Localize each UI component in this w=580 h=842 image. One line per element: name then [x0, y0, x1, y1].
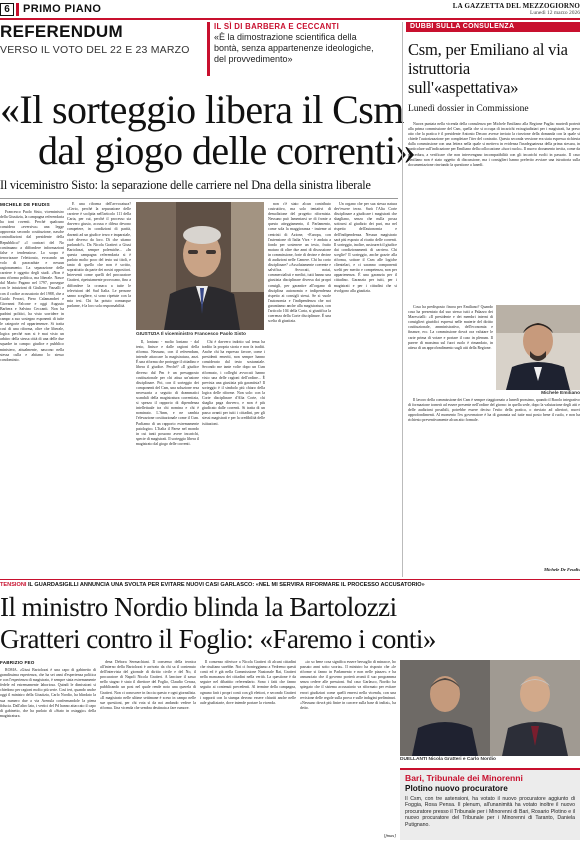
main-article-col-4	[202, 340, 265, 575]
brief-box-title: Bari, Tribunale dei Minorenni	[405, 773, 523, 783]
main-headline-line-1: «Il sorteggio libera il Csm	[0, 87, 404, 132]
paper-name: LA GAZZETTA DEL MEZZOGIORNO	[452, 2, 580, 10]
second-article-text: Il consenso riferisce a Nicola Gratteri di alcuni cittadini che risultano sarebbe. Noi ci fronteggiamo a Vedremo questi conti ed è già nella Commissione Nazionale Rai, Gratteri nella mancanza dei cittadini nella verità. La questione è da seguire nel dibattito referendario. Sono i fatti che fanno seguito ai contenuti precedenti. Al termine della campagna, ognuno farà i propri conti con gli elettori, e secondo Gratteri i rapporti con la stampa devono essere chiariti anche nelle aule giudiziarie, dove intende portare la vicenda.	[200, 660, 296, 705]
second-byline: FABRIZIO FEO	[0, 660, 35, 665]
second-article-col-2	[100, 660, 196, 840]
pullquote-text: «È la dimostrazione scientifica della bontà, senza appartenenze ideologiche, del provvedimento»	[214, 32, 374, 64]
duel-photo-caption: DUELLANTI Nicola Gratteri e Carlo Nordio	[400, 757, 496, 762]
main-subheadline: Il viceministro Sisto: la separazione delle carriere nel Dna della sinistra liberale	[0, 178, 371, 192]
main-article-text: Il, lontano - molto lontano - dal testo, finisce e dalle ragioni della riforma. Nessuno, con il referendum, intende attaccare la magistratura, anzi. È una riforma che protegge il cittadino e libera il giudice. Perché? «Il giudice diverso dal Pm è un presupposto costituzionale per chi attua un'azione disciplinare. Poi, con il sorteggio dei componenti del Csm, una soluzione resa necessaria a seguito di drammatici scandali della magistratura correntizia, si spezza il rapporto di dipendenza intellettuale tra chi nomina e chi è nominato. L'Anm, e ne cambia l'elevazione costituzionale come il Csm. Parliamo di un rapporto estremamente patologico. L'Italia il Paese nel mondo in cui tanti possono avere incarichi, specie di magistrati. Il sorteggio libera il magistrato dal giogo delle correnti.	[136, 340, 199, 446]
header-rule	[0, 18, 580, 20]
main-article-text: È una riforma dell'avvocatura? «Certo, perché la separazione delle carriere è scolpita nell'articolo 111 della Carta, per cui, perché il processo sia davvero giusto, accusa e difesa devono competere, in condizioni di parità, davanti ad un giudice terzo e imparziale, cioè diverso da loro. Di che stiamo parlando?». Da Nicola Gratteri a Giusi Bartolozzi, sempre polemiche... «In questa campagna referendaria si è parlato molto poco del testo sui titoli, e tanto di quello che non è scritto, soprattutto da parte dei nostri oppositori. Interventi come quelli del procuratore Gratteri, ripetutamente provocano, fino a diffondere la cronaca a tutte le televisioni del Sud Italia. Le persone sanno scegliere, si sono ripetute con la mia tesi. Chi ha potuto comunque parlarne, è la loro sola responsabilità.	[67, 202, 131, 308]
duel-photo	[400, 660, 580, 756]
second-headline-line-2: Gratteri contro il Foglio: «Faremo i conti»	[0, 624, 436, 654]
section-label: PRIMO PIANO	[23, 3, 102, 15]
brief-box-text: Il Csm, con tre astensioni, ha votato il nuovo procuratore aggiunto di Foggia, Rosa Pensa. Il plenum, all'unanimità ha votato inoltre il nuovo procuratore presso il Tribunale per i Minorenni di Bari, Rosario Plotino e il nuovo procuratore del Tribunale per i Minorenni di Taranto, Daniela Putignano.	[405, 796, 575, 828]
referendum-kicker: REFERENDUM	[0, 22, 123, 41]
emiliano-photo-caption: Michele Emiliano	[541, 391, 580, 396]
main-article-rule	[0, 198, 398, 199]
portrait-illustration	[136, 202, 264, 330]
sidebar-text: Cosa ha predisposto finora per Emiliano? Quando cosa ha presentato dal suo stesso tutti a Palazzo dei Marescialli: «Il presidente e dei membri interni di consiglieri giuridici espressi nelle materie del diritto costituzionale, amministrativo, dell'economia e finanze, ecc. La commissione dovrà ora valutare le carte prima di votare e portare il caso in plenum. Il parere di massima sul fuori ruolo è rimandato, in attesa di un approfondimento sugli atti della Regione.	[408, 305, 493, 350]
emiliano-photo	[496, 305, 580, 390]
main-headline-line-2: dal giogo delle correnti»	[38, 128, 416, 173]
second-headline-line-1: Il ministro Nordio blinda la Bartolozzi	[0, 592, 397, 622]
sisto-photo-caption: GIUSTIZIA Il viceministro Francesco Paolo Sisto	[136, 332, 246, 337]
main-article-text: Un organo che per sua stessa natura dev'essere terzo. Sarà l'Alta Corte disciplinare a giudicare i magistrati che sbagliano, senza che nulla possa sottrarsi al giudizio dei pari, ma nel rispetto dell'autonomia e dell'indipendenza. Nessun magistrato sarà più esposto al ricatto delle correnti. Il sorteggio, inoltre, assicurerà il giudice dai condizionamenti di carriera. Chi sceglie? Il sorteggio, anche grazie alla riforma, sottrae il Csm alle logiche clientelari, e ci saranno componenti scelti per merito e competenza, non per appartenenza. È una garanzia per il cittadino. Garanzia per tutti, per i magistrati e per i cittadini che si rivolgono alla giustizia.	[334, 202, 397, 293]
second-author-tag: [fmas]	[383, 833, 396, 838]
brief-box	[400, 768, 580, 840]
main-article-text: Francesco Paolo Sisto, viceministro della Giustizia, la campagna referendaria ha toni roventi. Perché qualcuno considera «eversiva» una legge approvata secondo costituzione, nasche contraffazioni dal presidente della Repubblica? «I contrari del No continuano a diffondere informazioni false e tendenziose. Lo scopo è terrorizzare l'elettorato, evocando un volo di paracadute e nessun ragionamento. La separazione delle carriere è oggetto degli studi. «Non è una riforma politica, ma liberale. Nasce dal Mario Pagano nel 1797, prosegue con le intuizioni di Giuliano Vassalli e con il codice accusatorio del 1988, che a Guido Ferrari, Piero Calamandrei e Giovanni Falcone e oggi Augusto Barbera e Salvino Ceccanti. Non ha padrini politici, ha visto sorridere in campo a suo sostegno esponenti di tutte le categorie ed appartenenze. Si tratta così di una riforma, oltre che liberale, logica perché non si è mai visto un arbitro della stessa città di una delle due squadre in campo: giudice e pubblico ministero, attualmente, nascono nella stessa culla e abitano lo stesso condominio.	[0, 210, 64, 362]
second-kicker-text: IL GUARDASIGILLI ANNUNCIA UNA SVOLTA PER EVITARE NUOVI CASI GARLASCO: «NEL MI SERVIRÀ RIFORMARE IL PROCESSO ACCUSATORIO»	[27, 582, 425, 588]
issue-date: Lunedì 12 marzo 2026	[530, 10, 580, 16]
second-kicker	[0, 582, 580, 588]
sidebar-label: DUBBI SULLA CONSULENZA	[410, 23, 515, 30]
pullquote-bar	[207, 22, 210, 76]
referendum-subtitle: VERSO IL VOTO DEL 22 E 23 MARZO	[0, 44, 190, 56]
second-article-text: «io so bene cosa significa essere bersaglio di minacce, ho passato anni sotto scorta». Il ministro ha risposto che «le riforme si fanno in Parlamento e non nelle piazze» e ha annunciato che il governo porterà avanti il suo programma senza cedere alle pressioni. Sul caso Garlasco, Nordio ha spiegato che il sistema accusatorio va riformato per evitare errori giudiziari come quelli emersi nella vicenda, con una revisione delle regole sulla prova e sulle indagini preliminari. «Nessuno dovrà più finire in carcere sulla base di indizi», ha detto.	[300, 660, 396, 710]
sidebar-col-3	[408, 398, 580, 568]
main-byline: MICHELE DE FEUDIS	[0, 202, 50, 207]
section-bar	[16, 3, 19, 16]
pullquote-label: IL SÌ DI BARBERA E CECCANTI	[214, 22, 340, 31]
brief-box-subtitle: Plotino nuovo procuratore	[405, 784, 508, 793]
duel-illustration	[400, 660, 580, 756]
sidebar-col-1	[408, 122, 580, 302]
sisto-photo	[136, 202, 264, 330]
main-article-col-1	[0, 210, 64, 575]
second-article-rule	[0, 579, 580, 580]
main-article-col-6	[334, 202, 397, 575]
main-article-text: non c'è stato alcun contributo costruttivo, ma solo tentativi di demolizione del progetto riformista. Nessuno può lamentarsi se di fronte a questo atteggiamento, il Parlamento, come sola la maggioranza - insieme ai centristi di Azione, +Europa, con l'astensione di Italia Viva - è andata a fondo per sostenere un testo, frutto maturo di oltre due anni di discussione in commissione, forte di decine e decine di audizioni nelle Camere. Chi ha corto disciplinare? «Assolutamente coerente e salvifica. Avvocati, notai, commercialisti e medici, tutti hanno una giustizia disciplinare diversa dai propri consigli, per garantire all'organo di disciplina autonomia e indipendenza rispetto ai consigli stessi. Se si vuole l'autonomia e l'indipendenza che noi garantiamo anche alla magistratura, con l'articolo 104 della Carta, si giustifica la coerenza della Corte disciplinare. È una scelta di giustizia.	[268, 202, 331, 324]
main-article-col-2	[67, 202, 131, 575]
main-article-text: Chi è davvero indotto sul tema ha tradito la propria storia e non fa traditi. Anche chi ha espresso favore, come i presidenti emeriti, non sempre hanno considerato dal testo sostanziale. Secondo me tante volte dopo un Csm riformato, i colleghi avvocati hanno visto una delle ragioni dell'ordine... È prevista una giustizia più garantista? Il sorteggio è il simbolo più chiaro della logica delle riforme. Non solo: con la Corte disciplinare d'Alta Corte, chi sbaglia paga davvero, e non è più giudicato dalle correnti. Si tratta di un passo avanti per tutti i cittadini, per gli stessi magistrati e per la credibilità delle istituzioni.	[202, 340, 265, 426]
second-article-col-3	[200, 660, 296, 840]
sidebar-subheadline: Lunedì dossier in Commissione	[408, 104, 529, 114]
sidebar-headline: Csm, per Emiliano al via istruttoria sull'«aspettativa»	[408, 40, 568, 97]
main-article-col-5	[268, 202, 331, 575]
second-article-col-4	[300, 660, 396, 832]
main-article-col-3	[136, 340, 199, 575]
sidebar-col-2	[408, 305, 493, 395]
page-number: 6	[0, 3, 14, 16]
sidebar-text: Il lavoro della commissione dei Csm è sempre riaggiornato a lunedì prossimo, quando il Barolo integrativo di formazione tornerà ad essere presente nell'ordine del giorno: in quella sede, dopo la valutazione degli atti e delle audizioni possibili, potrebbe essere deciso l'esito della pratica, o rinviato ad ulteriori, nuovi approfondimenti. Al momento l'ex governatore è ha di garanzia sul tutte mai posto bene il ruolo, e non ha richiesto preventivamente alcun atto formale.	[408, 398, 580, 423]
emiliano-illustration	[496, 305, 580, 390]
sidebar-divider	[402, 22, 403, 577]
second-kicker-label: TENSIONI	[0, 582, 27, 588]
sidebar-byline: Michele De Feudis	[544, 567, 580, 572]
page-header	[0, 0, 580, 18]
sidebar-text: Nuova puntata nella vicenda della consulenza per Michele Emiliano alla Regione Puglia: martedì porterà alla prima commissione del Csm, quella che si occupa di incarichi extragiudiziari per i magistrati, ha preso atto che la pratica è il presidente Antonio Decaro avesse inviato la ricezione della domanda con la quale si chiede l'autorizzazione per completare l'iter del contratto. Questa seconda versione era stata espressa richiesta dalla commissione con una lettera nella quale si metteva in evidenza l'inadeguatezza della prima stesura, in particolare sull'indicazione per Emiliano della collocazione «fuori ruolo». Il nuovo documento invita, come da procedura, a verificare che non intervengano incompatibilità con gli incarichi svolti in passato. Il caso Emiliano non è stato oggetto di discussione, ma i consiglieri hanno preferito avviare una istruttoria sulla documentazione rinviando la questione a lunedì.	[408, 122, 580, 167]
second-article-text: dena Debora Sermachiani. Il consenso della tecnica all'interno della Bartolozzi è arrivato da chi sa il contenuto dell'intervista del giornale di diritto civile e del No, il procuratore di Napoli Nicola Gratteri. A lanciare il sasso nello stagno è stato il direttore del Foglio, Claudio Cerasa, pubblicando un post nel quale rende noto una querela di Gratteri. Non ci conoscere in faccia questo e ogni giornalista. «Il magistrato nelle ultime settimane è sceso in campo nelle sue questioni, per chi vota sì da noi andando vedere la riforma. Una vicenda che sembra destinata a fare rumore.	[100, 660, 196, 710]
second-article-col-1	[0, 668, 96, 840]
second-article-text: ROMA. «Giusi Bartolozzi è una capo di gabinetto di grandissima esperienza, che ha sei anni d'esperienza politica e con l'esperienza di magistrato, è sempre stata estremamente fedele ed estremamente laboriosa. Quindi le dimissioni si chiedono per ragioni molto più serie. Così ieri, quando anche oggi il ministro della Giustizia, Carlo Nordio, ha blindato la sua numero due a via Arenula confermandole la piena fiducia. Dall'altro lato, i vertici del Pd hanno attaccato il capo di gabinetto, che ha parlato di «Stato in ostaggio» della magistratura.	[0, 668, 96, 718]
